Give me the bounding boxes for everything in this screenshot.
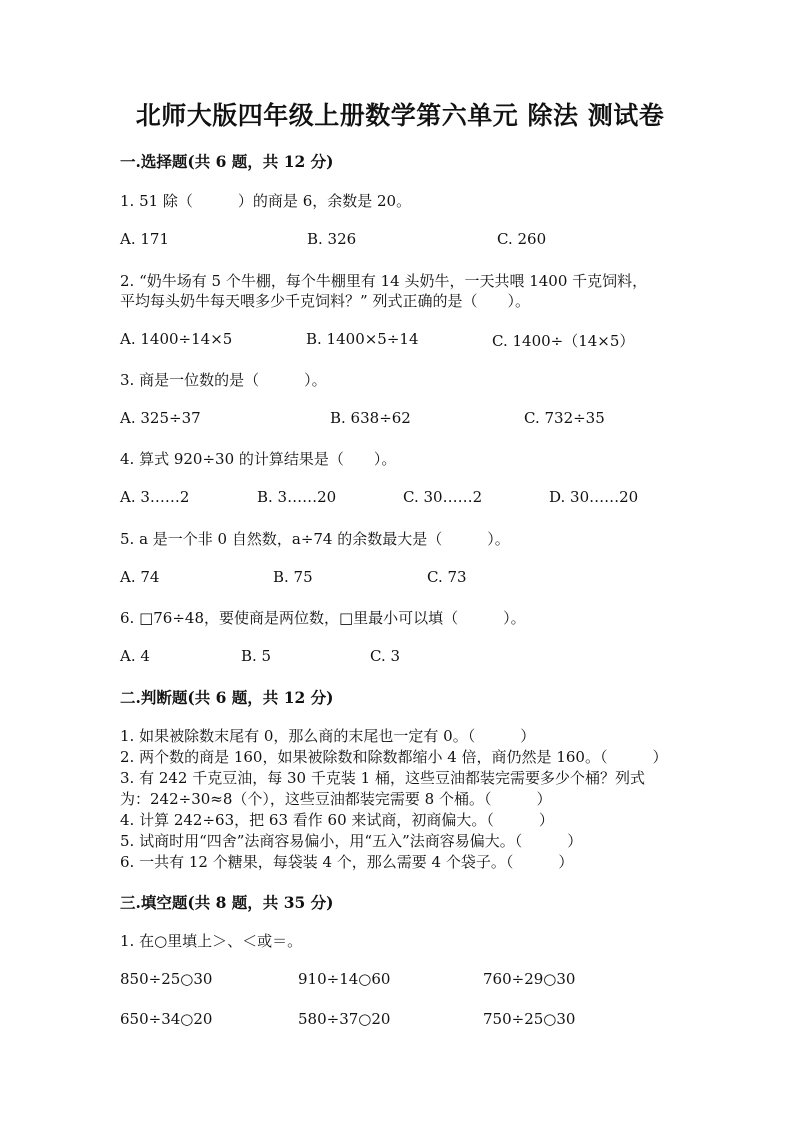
choice-1-option-a: A. 171 xyxy=(120,230,169,248)
compare-item: 910÷14○60 xyxy=(298,970,391,988)
choice-3-option-b: B. 638÷62 xyxy=(330,409,411,427)
judge-item-3-line2: 为：242÷30≈8（个），这些豆油都装完需要 8 个桶。（ ） xyxy=(120,790,552,808)
compare-item: 580÷37○20 xyxy=(298,1010,391,1028)
choice-4-option-b: B. 3……20 xyxy=(257,488,337,506)
choice-6-option-a: A. 4 xyxy=(120,647,150,665)
judge-item-6: 6. 一共有 12 个糖果，每袋装 4 个，那么需要 4 个袋子。（ ） xyxy=(120,853,574,871)
choice-6-option-c: C. 3 xyxy=(370,647,401,665)
section-heading-fill: 三.填空题(共 8 题，共 35 分) xyxy=(120,893,334,912)
choice-question-5: 5. a 是一个非 0 自然数，a÷74 的余数最大是（ ）。 xyxy=(120,530,510,548)
section-heading-judge: 二.判断题(共 6 题，共 12 分) xyxy=(120,688,334,707)
compare-item: 650÷34○20 xyxy=(120,1010,213,1028)
judge-item-1: 1. 如果被除数末尾有 0，那么商的末尾也一定有 0。（ ） xyxy=(120,727,536,745)
choice-question-3: 3. 商是一位数的是（ ）。 xyxy=(120,371,327,389)
fill-question-1: 1. 在○里填上＞、＜或＝。 xyxy=(120,932,303,950)
choice-4-option-a: A. 3……2 xyxy=(120,488,190,506)
choice-question-2-line2: 平均每头奶牛每天喂多少千克饲料？” 列式正确的是（ ）。 xyxy=(120,292,530,310)
choice-4-option-d: D. 30……20 xyxy=(549,488,639,506)
choice-1-option-c: C. 260 xyxy=(497,230,547,248)
choice-6-option-b: B. 5 xyxy=(241,647,272,665)
choice-2-option-b: B. 1400×5÷14 xyxy=(306,330,419,348)
judge-item-4: 4. 计算 242÷63，把 63 看作 60 来试商，初商偏大。（ ） xyxy=(120,811,554,829)
choice-5-option-c: C. 73 xyxy=(427,568,467,586)
choice-5-option-b: B. 75 xyxy=(273,568,313,586)
choice-question-4: 4. 算式 920÷30 的计算结果是（ ）。 xyxy=(120,450,397,468)
section-heading-choice: 一.选择题(共 6 题，共 12 分) xyxy=(120,152,334,171)
choice-question-6: 6. □76÷48，要使商是两位数，□里最小可以填（ ）。 xyxy=(120,609,526,627)
choice-5-option-a: A. 74 xyxy=(120,568,160,586)
judge-item-3-line1: 3. 有 242 千克豆油，每 30 千克装 1 桶，这些豆油都装完需要多少个桶？列式 xyxy=(120,769,645,787)
choice-question-1: 1. 51 除（ ）的商是 6，余数是 20。 xyxy=(120,192,412,210)
choice-2-option-c: C. 1400÷（14×5） xyxy=(492,332,635,350)
choice-1-option-b: B. 326 xyxy=(307,230,357,248)
choice-2-option-a: A. 1400÷14×5 xyxy=(120,330,233,348)
compare-item: 750÷25○30 xyxy=(483,1010,576,1028)
choice-question-2-line1: 2. “奶牛场有 5 个牛棚，每个牛棚里有 14 头奶牛，一天共喂 1400 千克饲料， xyxy=(120,272,648,290)
compare-item: 760÷29○30 xyxy=(483,970,576,988)
choice-3-option-a: A. 325÷37 xyxy=(120,409,201,427)
judge-item-2: 2. 两个数的商是 160，如果被除数和除数都缩小 4 倍，商仍然是 160。（ ） xyxy=(120,748,668,766)
page-title: 北师大版四年级上册数学第六单元 除法 测试卷 xyxy=(135,101,665,130)
judge-item-5: 5. 试商时用“四舍”法商容易偏小，用“五入”法商容易偏大。（ ） xyxy=(120,832,583,850)
choice-3-option-c: C. 732÷35 xyxy=(524,409,605,427)
compare-item: 850÷25○30 xyxy=(120,970,213,988)
choice-4-option-c: C. 30……2 xyxy=(403,488,483,506)
